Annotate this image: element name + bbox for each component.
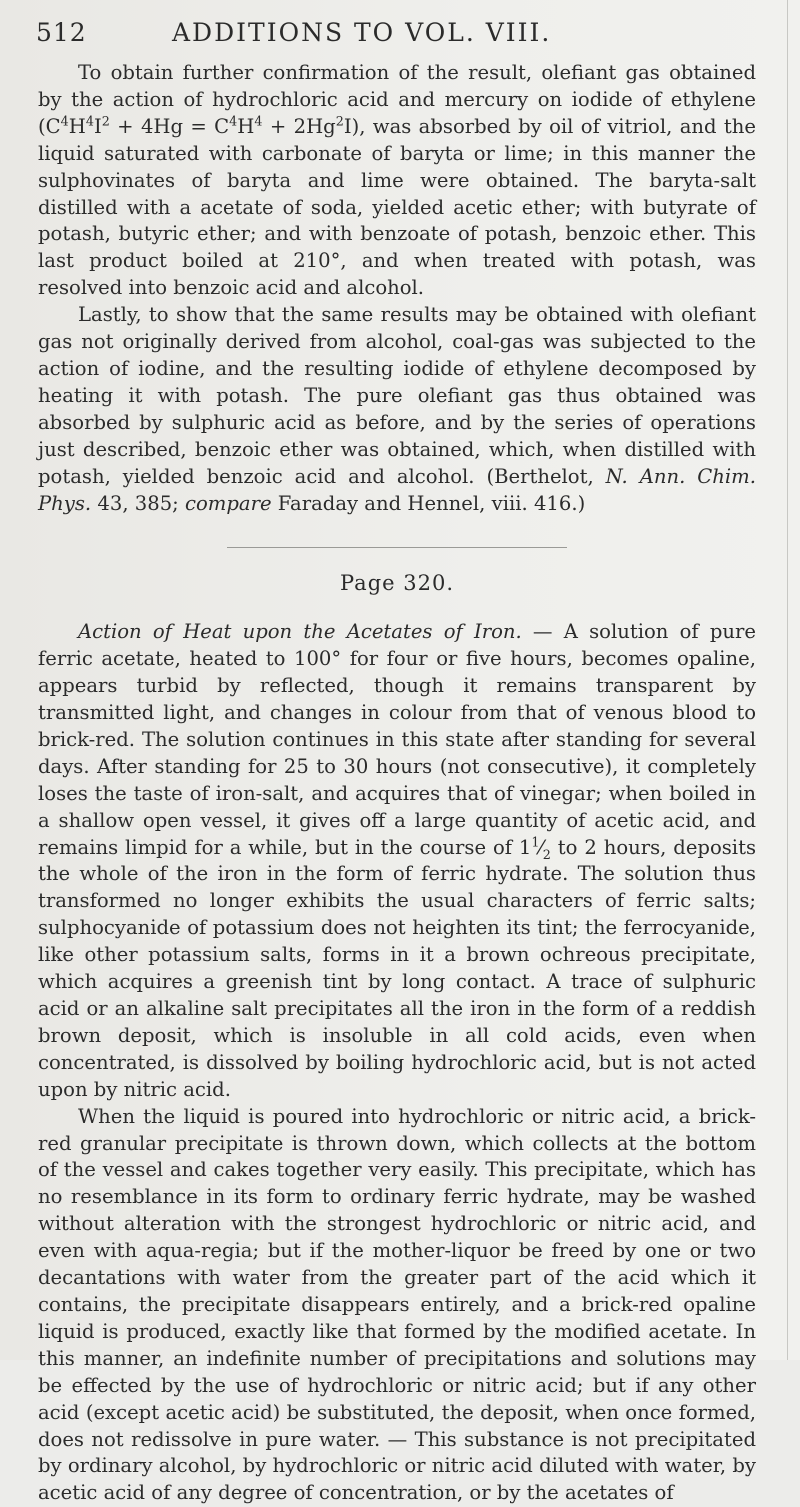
formula-superscript: 2 bbox=[101, 114, 110, 130]
text-span: to 2 hours, deposits the whole of the iron in the form of ferric hydrate. The solution thus transformed no longer exhibits the usual characters of ferric salts; sulphocyanide of potassium does not heighten its tint; the ferrocyanide, like other potassium salts, forms in it a brown ochreous precipitate, which acquires a greenish tint by long contact. A trace of sulphuric acid or an alkaline salt precipitates all the iron in the form of a reddish brown deposit, which is insoluble in all cold acids, even when concentrated, is dissolved by boiling hydrochloric acid, but is not acted upon by nitric acid. bbox=[38, 835, 757, 1101]
page-edge bbox=[787, 0, 788, 1360]
formula-superscript: 4 bbox=[85, 114, 94, 130]
paragraph-1 bbox=[38, 60, 756, 302]
text-span: To obtain further confirmation of the result, olefiant gas obtained by the action of hydrochloric acid and mercury on iodide of ethylene (C bbox=[38, 61, 756, 138]
journal-reference: N. Ann. Chim. Phys. bbox=[38, 464, 756, 515]
section-title: Action of Heat upon the Acetates of Iron. bbox=[78, 620, 522, 644]
text-span: I bbox=[93, 114, 102, 138]
compare-word: compare bbox=[185, 491, 272, 515]
formula-superscript: 4 bbox=[60, 114, 69, 130]
fraction-denominator: 2 bbox=[542, 847, 551, 863]
text-span: — A solution of pure ferric acetate, heated to 100° for four or five hours, becomes opaline, appears turbid by reflected, though it remains transparent by transmitted light, and changes in colour from that of venous blood to brick-red. The solution continues in this state after standing for several days. After standing for 25 to 30 hours (not consecutive), it completely loses the taste of iron-salt, and acquires that of vinegar; when boiled in a shallow open vessel, it gives off a large quantity of acetic acid, and remains limpid for a while, but in the course of 1 bbox=[38, 620, 756, 859]
text-span: H bbox=[68, 114, 86, 138]
page-header bbox=[36, 18, 736, 58]
paragraph-4: When the liquid is poured into hydrochloric or nitric acid, a brick-red granular precipitate is thrown down, which collects at the bottom of the vessel and cakes together very easily. This precipitate, which has no resemblance in its form to ordinary ferric hydrate, may be washed without alteration with the strongest hydrochloric or nitric acid, and even with aqua-regia; but if the mother-liquor be freed by one or two decantations with water from the greater part of the acid which it contains, the precipitate disappears entirely, and a brick-red opaline liquid is produced, exactly like that formed by the modified acetate. In this manner, an indefinite number of precipitations and solutions may be effected by the use of hydrochloric or nitric acid; but if any other acid (except acetic acid) be substituted, the deposit, when once formed, does not redissolve in pure water. — This substance is not precipitated by ordinary alcohol, by hydrochloric or nitric acid diluted with water, by acetic acid of any degree of concentration, or by the acetates of bbox=[38, 1104, 756, 1505]
fraction-numerator: 1 bbox=[531, 835, 540, 851]
section-divider bbox=[227, 547, 567, 548]
paragraph-2 bbox=[38, 302, 756, 517]
text-span: I), was absorbed by oil of vitriol, and the liquid saturated with carbonate of baryta or lime; in this manner the sulphovinates of baryta and lime were obtained. The baryta-salt distilled with a acetate of soda, yielded acetic ether; with butyrate of potash, butyric ether; and with benzoate of potash, benzoic ether. This last product boiled at 210°, and when treated with potash, was resolved into benzoic acid and alcohol. bbox=[38, 114, 756, 300]
text-span: + 4Hg = C bbox=[109, 114, 230, 138]
running-head: ADDITIONS TO VOL. VIII. bbox=[172, 18, 552, 47]
body-text bbox=[38, 60, 756, 1507]
section-heading: Page 320. bbox=[339, 571, 454, 596]
text-span: Faraday and Hennel, viii. 416.) bbox=[271, 491, 586, 515]
text-span: 43, 385; bbox=[91, 491, 186, 515]
text-span: Lastly, to show that the same results may be obtained with olefiant gas not originally derived from alcohol, coal-gas was subjected to the action of iodine, and the resulting iodide of ethylene decomposed by heating it with potash. The pure olefiant gas thus obtained was absorbed by sulphuric acid as before, and by the series of operations just described, benzoic ether was obtained, which, when distilled with potash, yielded benzoic acid and alcohol. (Berthelot, bbox=[38, 303, 756, 488]
text-span: + 2Hg bbox=[262, 114, 336, 138]
page-number: 512 bbox=[36, 18, 87, 47]
formula-superscript: 2 bbox=[335, 114, 344, 130]
text-span: H bbox=[237, 114, 255, 138]
paragraph-3: Action of Heat upon the Acetates of Iron. — A solution of pure ferric acetate, heated to 100° for four or five hours, becomes opaline, appears turbid by reflected, though it remains transparent by transmitted light, and changes in colour from that of venous blood to brick-red. The solution continues in this state after standing for several days. After standing for 25 to 30 hours (not consecutive), it completely loses the taste of iron-salt, and acquires that of vinegar; when boiled in a shallow open vessel, it gives off a large quantity of acetic acid, and remains limpid for a while, but in the course of $1^1⁄_2$ to 2 hours, deposits the whole of the iron in the form of ferric hydrate. The solution thus transformed no longer exhibits the usual characters of ferric salts; sulphocyanide of potassium does not heighten its tint; the ferrocyanide, like other potassium salts, forms in it a brown ochreous precipitate, which acquires a greenish tint by long contact. A trace of sulphuric acid or an alkaline salt precipitates all the iron in the form of a reddish brown deposit, which is insoluble in all cold acids, even when concentrated, is dissolved by boiling hydrochloric acid, but is not acted upon by nitric acid. bbox=[38, 620, 757, 1101]
formula-superscript: 4 bbox=[254, 114, 263, 130]
formula-superscript: 4 bbox=[229, 114, 238, 130]
